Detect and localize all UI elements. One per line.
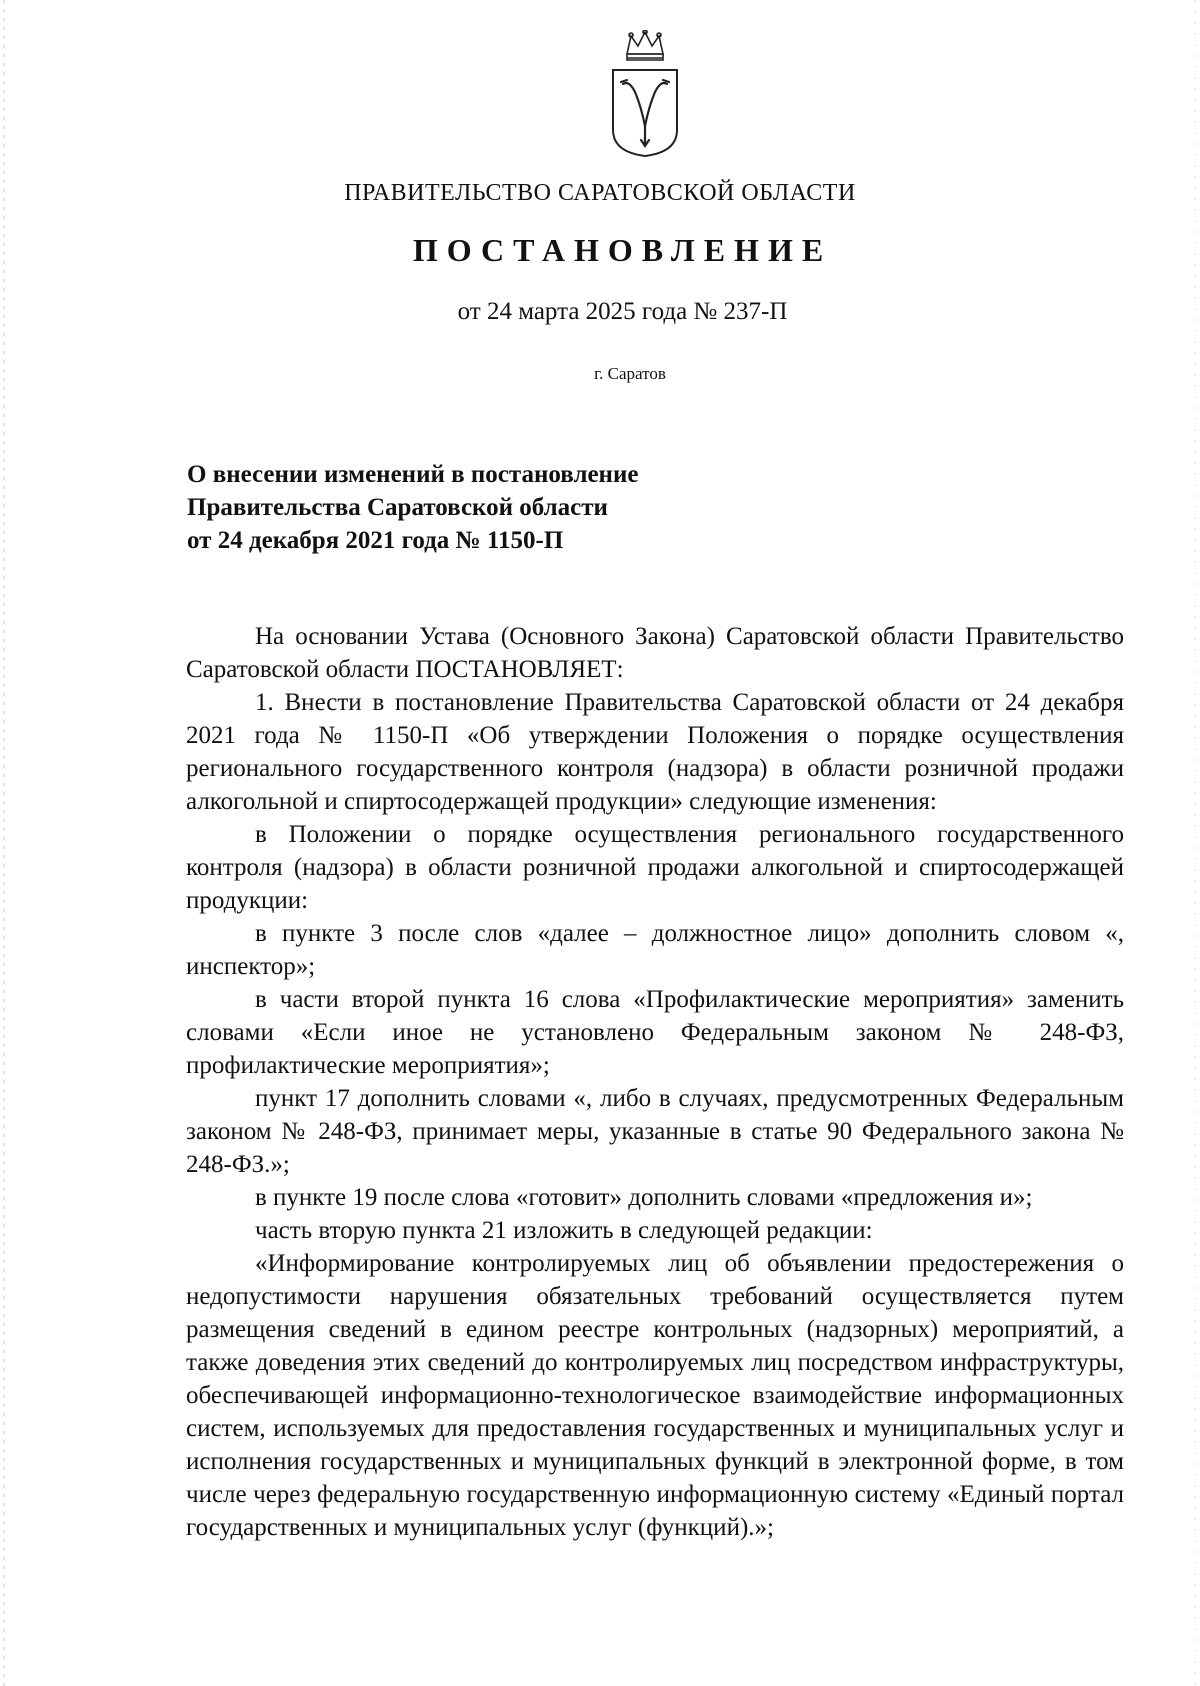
body-paragraph: в части второй пункта 16 слова «Профилактические мероприятия» заменить словами «Если иное не установлено Федеральным законом № 248-ФЗ, профилактические мероприятия»; <box>186 986 1124 1079</box>
title-line: от 24 декабря 2021 года № 1150-П <box>187 527 564 554</box>
body-paragraph: На основании Устава (Основного Закона) Саратовской области Правительство Саратовской области ПОСТАНОВЛЯЕТ: <box>186 623 1124 683</box>
document-body <box>186 620 1124 1544</box>
body-paragraph: в пункте 3 после слов «далее – должностное лицо» дополнить словом «, инспектор»; <box>186 920 1124 980</box>
body-paragraph: в пункте 19 после слова «готовит» дополнить словами «предложения и»; <box>255 1184 1033 1211</box>
body-paragraph: часть вторую пункта 21 изложить в следующей редакции: <box>255 1217 873 1244</box>
document-title <box>187 458 887 557</box>
body-paragraph: пункт 17 дополнить словами «, либо в случаях, предусмотренных Федеральным законом № 248-ФЗ, принимает меры, указанные в статье 90 Федерального закона № 248-ФЗ.»; <box>186 1085 1124 1178</box>
title-line: О внесении изменений в постановление <box>187 461 639 488</box>
body-paragraph: 1. Внести в постановление Правительства Саратовской области от 24 декабря 2021 года № 1150-П «Об утверждении Положения о порядке осуществления регионального государственного контроля (надзора) в области розничной продажи алкогольной и спиртосодержащей продукции» следующие изменения: <box>186 689 1124 815</box>
coat-of-arms-saratov-icon <box>605 30 685 158</box>
document-city: г. Саратов <box>594 364 666 383</box>
title-line: Правительства Саратовской области <box>187 494 608 521</box>
body-paragraph: «Информирование контролируемых лиц об объявлении предостережения о недопустимости нарушения обязательных требований осуществляется путем размещения сведений в едином реестре контрольных (надзорных) мероприятий, а также доведения этих сведений до контролируемых лиц посредством инфраструктуры, обеспечивающей информационно-технологическое взаимодействие информационных систем, используемых для предоставления государственных и муниципальных услуг и исполнения государственных и муниципальных функций в электронной форме, в том числе через федеральную государственную информационную систему «Единый портал государственных и муниципальных услуг (функций).»; <box>186 1250 1124 1541</box>
body-paragraph: в Положении о порядке осуществления регионального государственного контроля (надзора) в области розничной продажи алкогольной и спиртосодержащей продукции: <box>186 821 1124 914</box>
government-name: ПРАВИТЕЛЬСТВО САРАТОВСКОЙ ОБЛАСТИ <box>344 180 856 206</box>
document-type: ПОСТАНОВЛЕНИЕ <box>412 232 833 268</box>
document-date-number: от 24 марта 2025 года № 237-П <box>457 298 788 325</box>
